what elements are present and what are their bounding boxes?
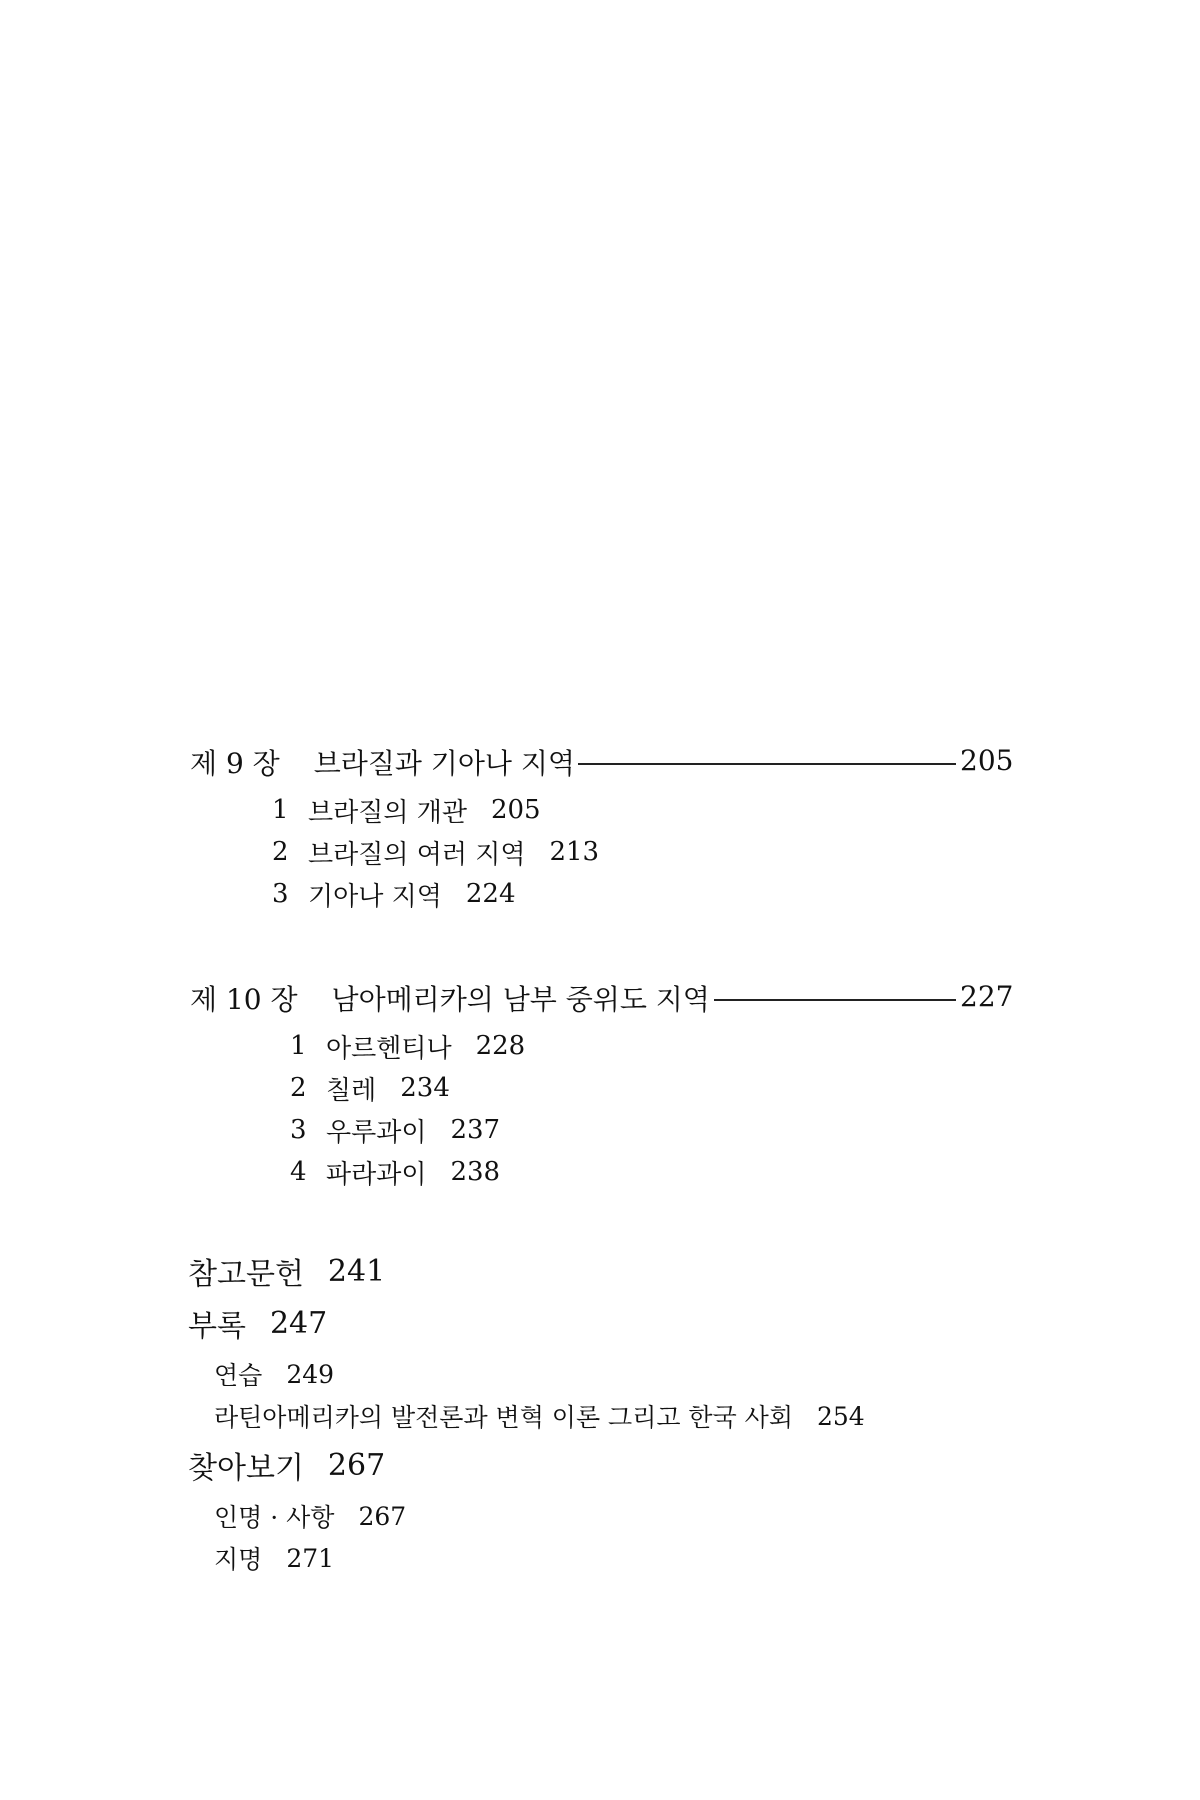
chapter-9-page: 205 xyxy=(960,744,1014,777)
chapter-9-title: 브라질과 기아나 지역 xyxy=(313,747,575,780)
entry-title: 브라질의 개관 xyxy=(308,797,467,828)
entry-title: 기아나 지역 xyxy=(308,881,442,912)
appendix-item-page: 249 xyxy=(286,1359,335,1389)
toc-entry xyxy=(290,1154,500,1190)
chapter-10-label: 제 10 장 xyxy=(190,983,298,1016)
index-item-page: 271 xyxy=(286,1543,335,1573)
chapter-9-label: 제 9 장 xyxy=(190,747,280,780)
entry-number: 1 xyxy=(290,1031,307,1061)
chapter-10-title: 남아메리카의 남부 중위도 지역 xyxy=(331,983,710,1016)
entry-page: 228 xyxy=(475,1031,526,1061)
entry-page: 224 xyxy=(465,879,516,909)
appendix-title: 부록 xyxy=(188,1309,246,1344)
index-page: 267 xyxy=(327,1447,386,1483)
chapter-10-heading xyxy=(190,978,710,1018)
entry-number: 4 xyxy=(290,1157,307,1187)
index-entry xyxy=(188,1444,385,1486)
toc-entry xyxy=(272,834,599,870)
index-item xyxy=(214,1540,334,1576)
appendix-item-title: 연습 xyxy=(214,1361,263,1390)
entry-title: 아르헨티나 xyxy=(326,1033,452,1064)
references-title: 참고문헌 xyxy=(188,1257,304,1292)
toc-entry xyxy=(290,1112,500,1148)
entry-number: 3 xyxy=(290,1115,307,1145)
index-item-title: 지명 xyxy=(214,1545,263,1574)
entry-page: 238 xyxy=(450,1157,501,1187)
entry-number: 2 xyxy=(290,1073,307,1103)
references-page: 241 xyxy=(327,1253,386,1289)
appendix-item xyxy=(214,1398,865,1434)
index-item-title: 인명 · 사항 xyxy=(214,1503,335,1532)
entry-page: 237 xyxy=(450,1115,501,1145)
toc-entry xyxy=(272,876,516,912)
entry-title: 칠레 xyxy=(326,1075,377,1106)
entry-page: 213 xyxy=(549,837,600,867)
index-item-page: 267 xyxy=(358,1501,407,1531)
chapter-10-page: 227 xyxy=(960,980,1014,1013)
references-entry xyxy=(188,1250,385,1292)
appendix-item-page: 254 xyxy=(816,1401,865,1431)
toc-entry xyxy=(290,1070,450,1106)
appendix-item xyxy=(214,1356,334,1392)
entry-number: 1 xyxy=(272,795,289,825)
chapter-9-heading xyxy=(190,742,575,782)
entry-title: 우루과이 xyxy=(326,1117,427,1148)
entry-number: 3 xyxy=(272,879,289,909)
appendix-entry xyxy=(188,1302,327,1344)
toc-entry xyxy=(272,792,541,828)
entry-page: 234 xyxy=(400,1073,450,1103)
appendix-page: 247 xyxy=(269,1305,328,1341)
entry-title: 파라과이 xyxy=(326,1159,427,1190)
toc-entry xyxy=(290,1028,525,1064)
index-item xyxy=(214,1498,406,1534)
entry-title: 브라질의 여러 지역 xyxy=(308,839,526,870)
index-title: 찾아보기 xyxy=(188,1451,304,1486)
chapter-10-leader-line xyxy=(714,999,956,1001)
entry-number: 2 xyxy=(272,837,289,867)
appendix-item-title: 라틴아메리카의 발전론과 변혁 이론 그리고 한국 사회 xyxy=(214,1403,793,1432)
chapter-9-leader-line xyxy=(578,763,956,765)
entry-page: 205 xyxy=(490,795,541,825)
